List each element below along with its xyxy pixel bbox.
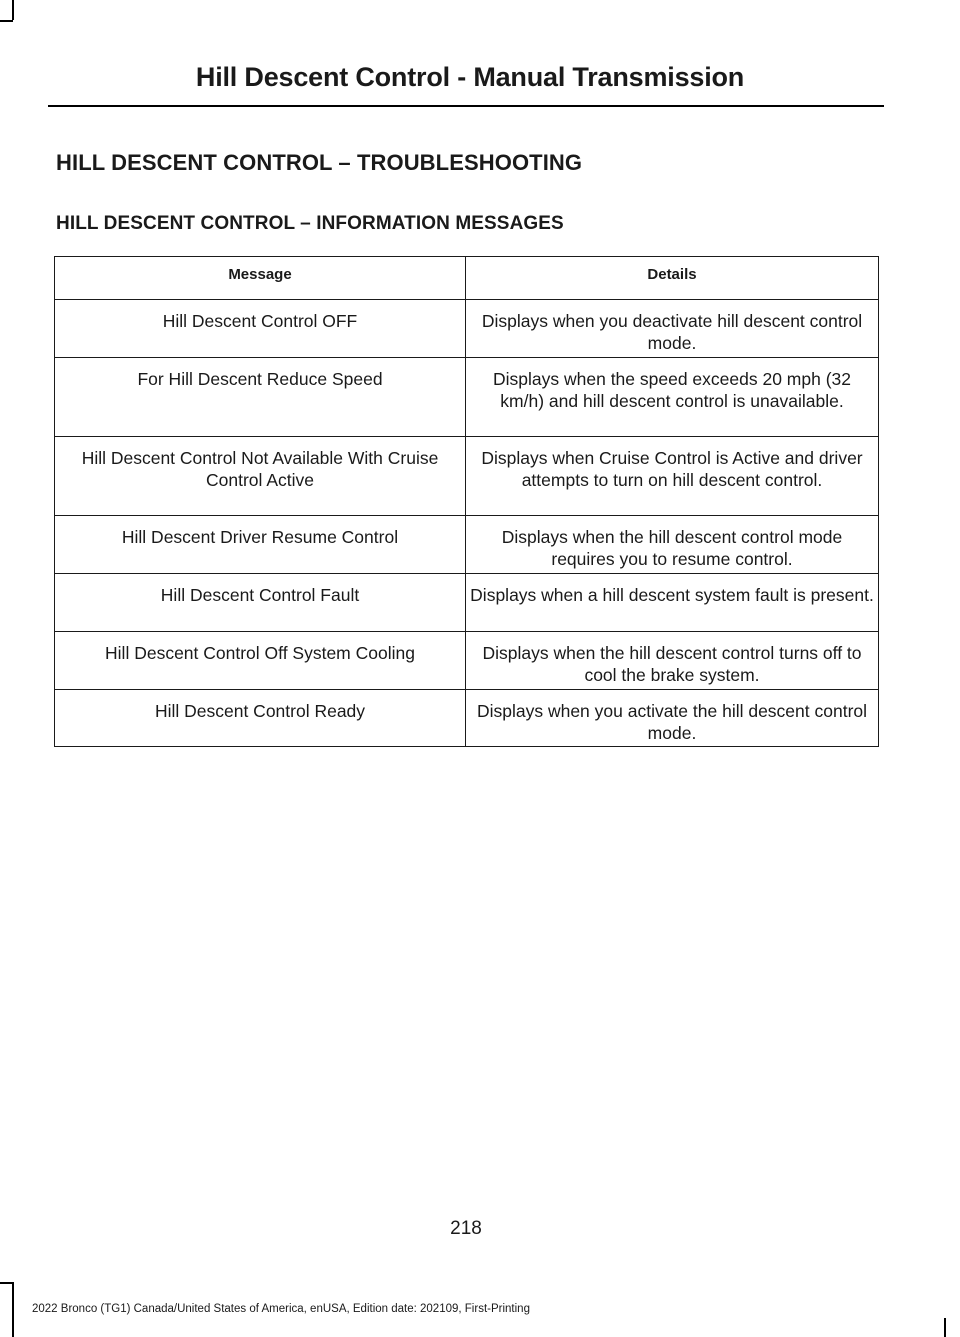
message-cell: Hill Descent Control Off System Cooling	[55, 632, 466, 690]
table-header-row	[55, 257, 879, 300]
table-row	[55, 300, 879, 358]
details-cell: Displays when the hill descent control mode requires you to resume control.	[466, 516, 879, 574]
message-cell: Hill Descent Control OFF	[55, 300, 466, 358]
crop-mark-bottom-right-v	[944, 1318, 946, 1337]
details-cell: Displays when the speed exceeds 20 mph (32 km/h) and hill descent control is unavailable.	[466, 358, 879, 437]
table-row	[55, 690, 879, 747]
crop-mark-bottom-left-v	[12, 1282, 14, 1337]
table-row	[55, 574, 879, 632]
column-header-details: Details	[466, 257, 879, 300]
message-cell: Hill Descent Control Not Available With Cruise Control Active	[55, 437, 466, 516]
page-number: 218	[450, 1218, 482, 1239]
table-row	[55, 632, 879, 690]
details-cell: Displays when the hill descent control turns off to cool the brake system.	[466, 632, 879, 690]
crop-mark-top-left-h	[0, 20, 13, 22]
crop-mark-top-left-v	[12, 0, 14, 20]
message-cell: Hill Descent Driver Resume Control	[55, 516, 466, 574]
table-row	[55, 516, 879, 574]
edition-footer: 2022 Bronco (TG1) Canada/United States of America, enUSA, Edition date: 202109, First-Printing	[32, 1303, 530, 1315]
details-cell: Displays when Cruise Control is Active and driver attempts to turn on hill descent control.	[466, 437, 879, 516]
table-row	[55, 358, 879, 437]
details-cell: Displays when a hill descent system fault is present.	[466, 574, 879, 632]
column-header-message: Message	[55, 257, 466, 300]
information-messages-table	[54, 256, 879, 747]
subsection-title: HILL DESCENT CONTROL – INFORMATION MESSAGES	[56, 213, 564, 234]
table-row	[55, 437, 879, 516]
section-title: HILL DESCENT CONTROL – TROUBLESHOOTING	[56, 150, 583, 175]
message-cell: Hill Descent Control Ready	[55, 690, 466, 747]
message-cell: For Hill Descent Reduce Speed	[55, 358, 466, 437]
details-cell: Displays when you deactivate hill descent control mode.	[466, 300, 879, 358]
message-cell: Hill Descent Control Fault	[55, 574, 466, 632]
page-header-title: Hill Descent Control - Manual Transmission	[195, 62, 745, 92]
details-cell: Displays when you activate the hill descent control mode.	[466, 690, 879, 747]
header-divider	[48, 105, 884, 107]
